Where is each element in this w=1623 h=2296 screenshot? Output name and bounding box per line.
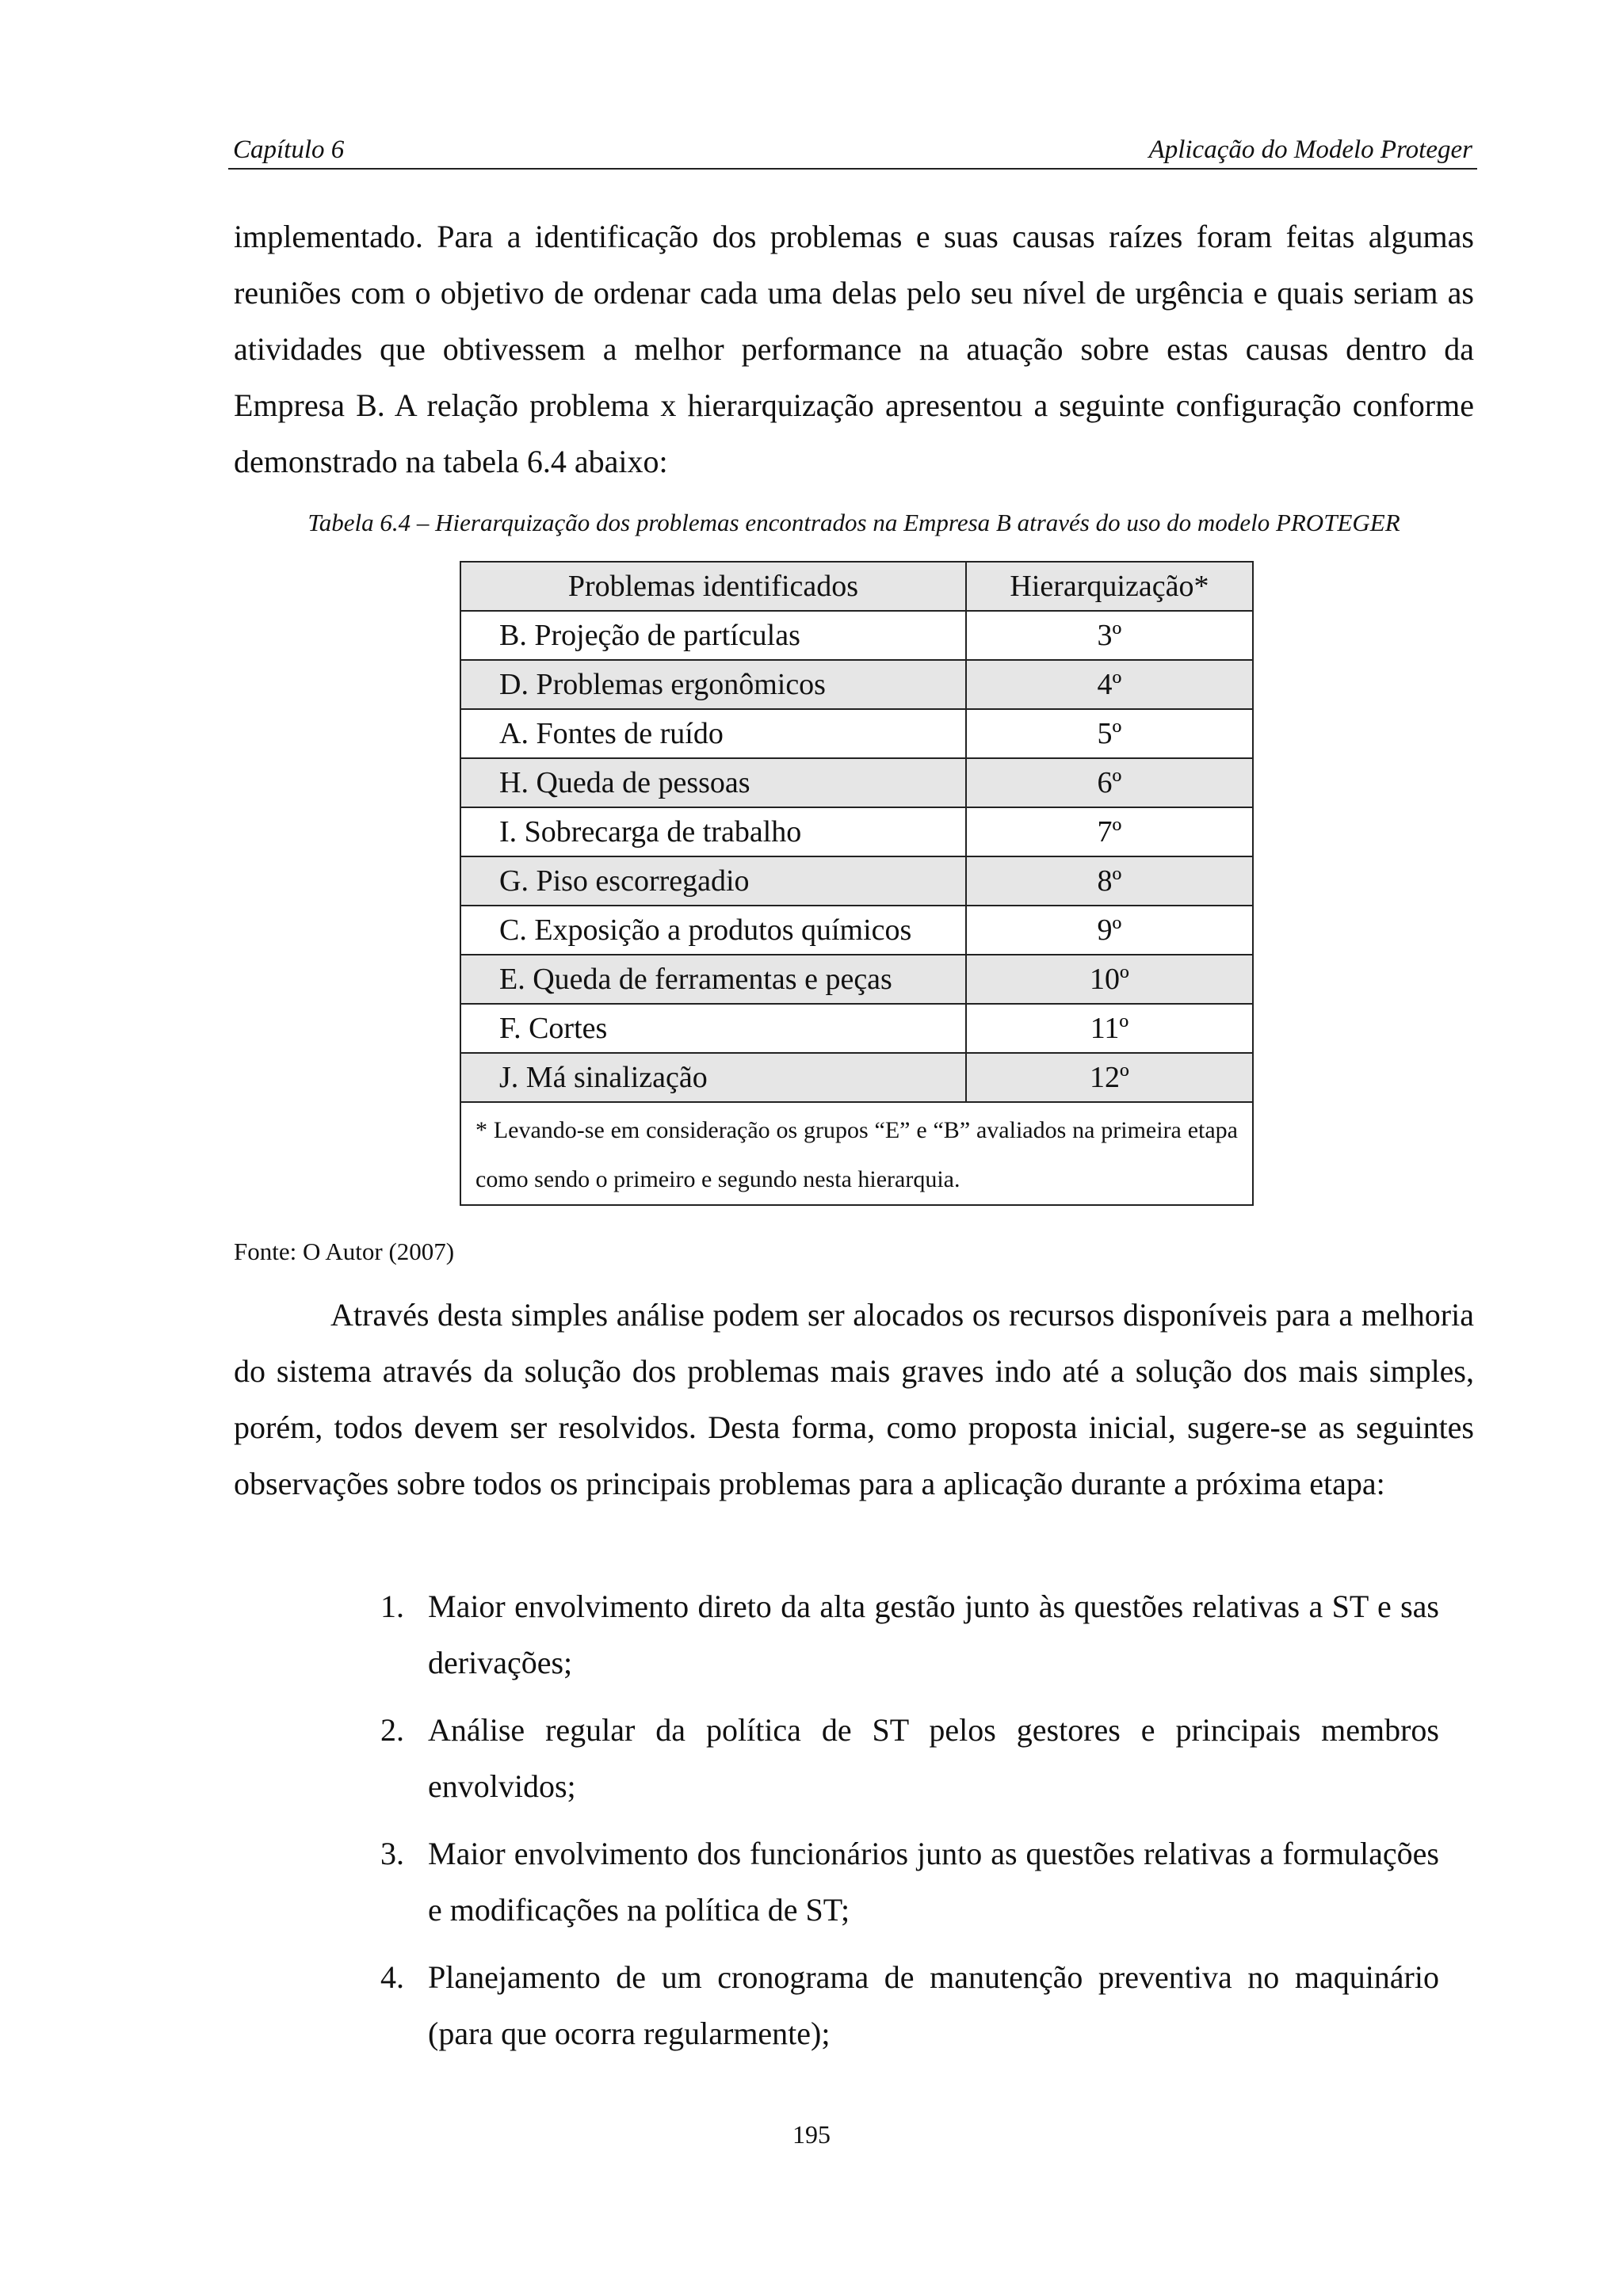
rank-cell: 3º <box>966 611 1253 660</box>
table-source: Fonte: O Autor (2007) <box>234 1238 455 1265</box>
table-row <box>460 709 1253 758</box>
table-row <box>460 758 1253 807</box>
list-item <box>363 1578 1439 1691</box>
table-row <box>460 611 1253 660</box>
table-row <box>460 660 1253 709</box>
rank-cell: 7º <box>966 807 1253 856</box>
list-item <box>363 1949 1439 2061</box>
proposal-list <box>363 1578 1439 2073</box>
list-item-text: Análise regular da política de ST pelos gestores e principais membros envolvidos; <box>428 1712 1439 1804</box>
list-item-number: 3. <box>380 1836 404 1871</box>
rank-cell: 9º <box>966 906 1253 955</box>
problem-cell: H. Queda de pessoas <box>460 758 966 807</box>
intro-paragraph: implementado. Para a identificação dos problemas e suas causas raízes foram feitas algumas reuniões com o objetivo de ordenar cada uma delas pelo seu nível de urgência e quais seriam as atividades que obtivessem a melhor performance na atuação sobre estas causas dentro da Empresa B. A relação problema x hierarquização apresentou a seguinte configuração conforme demonstrado na tabela 6.4 abaixo: <box>234 219 1474 479</box>
list-item <box>363 1702 1439 1814</box>
rank-cell: 8º <box>966 856 1253 906</box>
list-item-number: 1. <box>380 1589 404 1624</box>
rank-cell: 11º <box>966 1004 1253 1053</box>
problem-cell: A. Fontes de ruído <box>460 709 966 758</box>
column-header-problems: Problemas identificados <box>460 562 966 611</box>
problems-table <box>460 561 1254 1206</box>
rank-cell: 4º <box>966 660 1253 709</box>
chapter-label: Capítulo 6 <box>233 135 345 164</box>
rank-cell: 5º <box>966 709 1253 758</box>
table-header-row <box>460 562 1253 611</box>
table-row <box>460 856 1253 906</box>
table-row <box>460 1004 1253 1053</box>
list-item <box>363 1825 1439 1938</box>
section-title: Aplicação do Modelo Proteger <box>1148 135 1472 164</box>
rank-cell: 10º <box>966 955 1253 1004</box>
list-item-text: Maior envolvimento dos funcionários junto as questões relativas a formulações e modificações na política de ST; <box>428 1836 1439 1928</box>
problem-cell: I. Sobrecarga de trabalho <box>460 807 966 856</box>
table-row <box>460 807 1253 856</box>
table-row <box>460 955 1253 1004</box>
problem-cell: G. Piso escorregadio <box>460 856 966 906</box>
table-caption: Tabela 6.4 – Hierarquização dos problemas encontrados na Empresa B através do uso do modelo PROTEGER <box>307 509 1400 536</box>
problem-cell: C. Exposição a produtos químicos <box>460 906 966 955</box>
list-item-text: Planejamento de um cronograma de manutenção preventiva no maquinário (para que ocorra regularmente); <box>428 1959 1439 2051</box>
list-item-text: Maior envolvimento direto da alta gestão junto às questões relativas a ST e sas derivações; <box>428 1589 1439 1680</box>
table-footnote: * Levando-se em consideração os grupos “E” e “B” avaliados na primeira etapa como sendo o primeiro e segundo nesta hierarquia. <box>460 1102 1253 1205</box>
rank-cell: 6º <box>966 758 1253 807</box>
list-item-number: 4. <box>380 1959 404 1995</box>
problem-cell: J. Má sinalização <box>460 1053 966 1102</box>
problem-cell: D. Problemas ergonômicos <box>460 660 966 709</box>
table-row <box>460 906 1253 955</box>
analysis-paragraph: Através desta simples análise podem ser alocados os recursos disponíveis para a melhoria do sistema através da solução dos problemas mais graves indo até a solução dos mais simples, porém, todos devem ser resolvidos. Desta forma, como proposta inicial, sugere-se as seguintes observações sobre todos os principais problemas para a aplicação durante a próxima etapa: <box>234 1297 1474 1501</box>
running-header <box>228 132 1477 170</box>
page-number: 195 <box>792 2120 831 2149</box>
list-item-number: 2. <box>380 1712 404 1748</box>
problem-cell: B. Projeção de partículas <box>460 611 966 660</box>
column-header-ranking: Hierarquização* <box>966 562 1253 611</box>
table-row <box>460 1053 1253 1102</box>
table-footnote-row <box>460 1102 1253 1205</box>
problem-cell: E. Queda de ferramentas e peças <box>460 955 966 1004</box>
problem-cell: F. Cortes <box>460 1004 966 1053</box>
rank-cell: 12º <box>966 1053 1253 1102</box>
